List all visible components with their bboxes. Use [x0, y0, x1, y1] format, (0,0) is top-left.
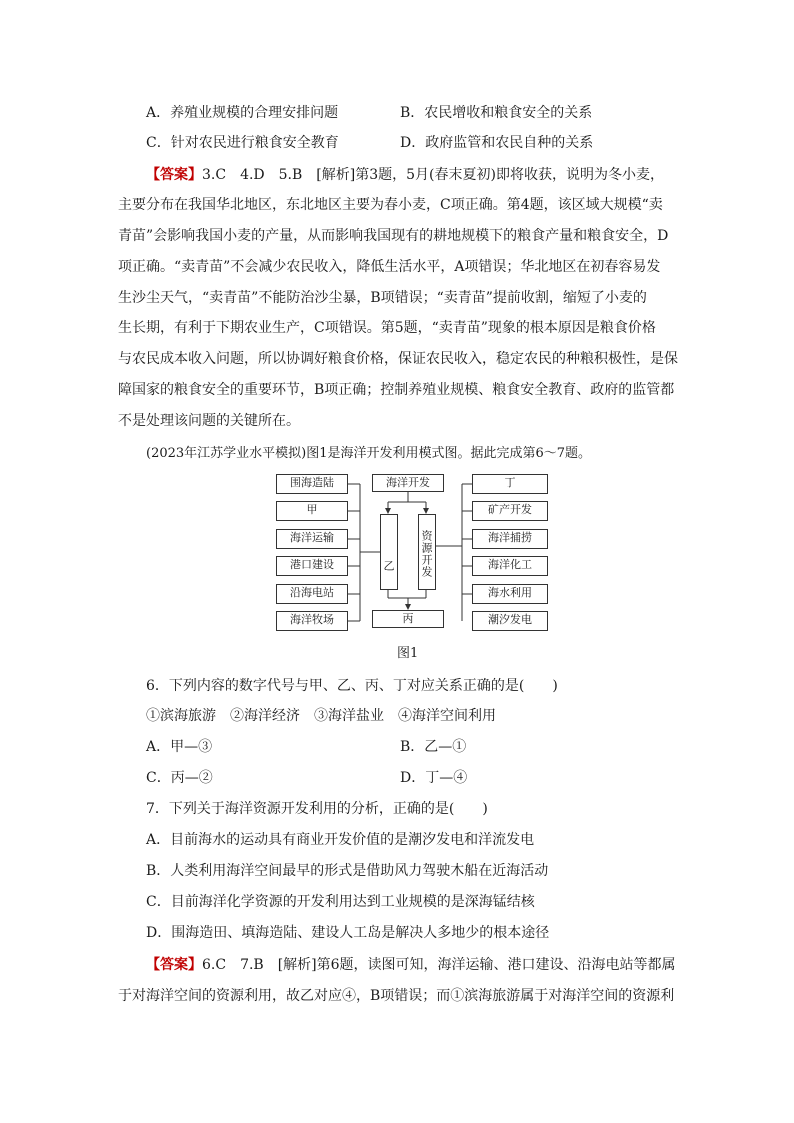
q6-option-a: A．甲—③	[146, 739, 213, 755]
q7-option-a: A．目前海水的运动具有商业开发价值的是潮汐发电和洋流发电	[146, 832, 535, 848]
right-box-3: 海洋捕捞	[472, 529, 548, 549]
option-c: C．针对农民进行粮食安全教育	[146, 135, 339, 151]
q6-option-b: B．乙—①	[400, 739, 467, 755]
bottom-box: 丙	[372, 610, 444, 628]
option-b: B．农民增收和粮食安全的关系	[400, 105, 593, 121]
answer-tag: 【答案】	[146, 957, 202, 973]
q6-option-c: C．丙—②	[146, 770, 213, 786]
mid-right-box: 资源开发	[418, 514, 436, 590]
right-box-4: 海洋化工	[472, 556, 548, 576]
ocean-development-diagram	[276, 474, 548, 634]
option-a: A．养殖业规模的合理安排问题	[146, 105, 339, 121]
q7-option-b: B．人类利用海洋空间最早的形式是借助风力驾驶木船在近海活动	[146, 863, 549, 879]
right-box-1: 丁	[472, 474, 548, 494]
q6-option-d: D．丁—④	[400, 770, 468, 786]
answer-tag: 【答案】	[146, 167, 202, 183]
left-box-1: 围海造陆	[276, 474, 348, 494]
answer-line: 生沙尘天气，“卖青苗”不能防治沙尘暴，B项错误；“卖青苗”提前收割，缩短了小麦的	[118, 290, 647, 306]
answer-block-1-line-0: 【答案】3.C 4.D 5.B [解析]第3题，5月(春末夏初)即将收获，说明为冬小麦，	[146, 167, 664, 183]
option-d: D．政府监管和农民自种的关系	[400, 135, 594, 151]
mid-left-box: 乙	[380, 514, 398, 590]
left-box-5: 沿海电站	[276, 584, 348, 604]
q7-stem: 7．下列关于海洋资源开发利用的分析，正确的是( )	[146, 801, 488, 817]
question-intro: (2023年江苏学业水平模拟)图1是海洋开发利用模式图。据此完成第6～7题。	[146, 446, 592, 461]
top-box: 海洋开发	[372, 474, 444, 492]
answer-block-2-line-0: 【答案】6.C 7.B [解析]第6题，读图可知，海洋运输、港口建设、沿海电站等都属	[146, 957, 676, 973]
answer-line: 青苗”会影响我国小麦的产量，从而影响我国现有的耕地规模下的粮食产量和粮食安全，D	[118, 228, 669, 244]
right-box-5: 海水利用	[472, 584, 548, 604]
answer-line: 主要分布在我国华北地区，东北地区主要为春小麦，C项正确。第4题，该区域大规模“卖	[118, 197, 663, 213]
answer-line: 于对海洋空间的资源利用，故乙对应④，B项错误；而①滨海旅游属于对海洋空间的资源利	[118, 988, 675, 1004]
q7-option-d: D．围海造田、填海造陆、建设人工岛是解决人多地少的根本途径	[146, 925, 550, 941]
q7-option-c: C．目前海洋化学资源的开发利用达到工业规模的是深海锰结核	[146, 894, 535, 910]
answer-line: 障国家的粮食安全的重要环节，B项正确；控制养殖业规模、粮食安全教育、政府的监管都	[118, 382, 675, 398]
answer-line: 项正确。“卖青苗”不会减少农民收入，降低生活水平，A项错误；华北地区在初春容易发	[118, 259, 661, 275]
left-box-4: 港口建设	[276, 556, 348, 576]
answer-line: 与农民成本收入问题，所以协调好粮食价格，保证农民收入，稳定农民的种粮积极性，是保	[118, 351, 678, 367]
right-box-6: 潮汐发电	[472, 611, 548, 631]
answer-line: 不是处理该问题的关键所在。	[118, 413, 300, 429]
figure-caption: 图1	[397, 646, 419, 661]
right-box-2: 矿产开发	[472, 501, 548, 521]
left-box-3: 海洋运输	[276, 529, 348, 549]
left-box-2: 甲	[276, 501, 348, 521]
answer-line: 生长期，有利于下期农业生产，C项错误。第5题，“卖青苗”现象的根本原因是粮食价格	[118, 320, 656, 336]
left-box-6: 海洋牧场	[276, 611, 348, 631]
q6-stem: 6．下列内容的数字代号与甲、乙、丙、丁对应关系正确的是( )	[146, 678, 558, 694]
q6-items: ①滨海旅游 ②海洋经济 ③海洋盐业 ④海洋空间利用	[146, 708, 496, 724]
